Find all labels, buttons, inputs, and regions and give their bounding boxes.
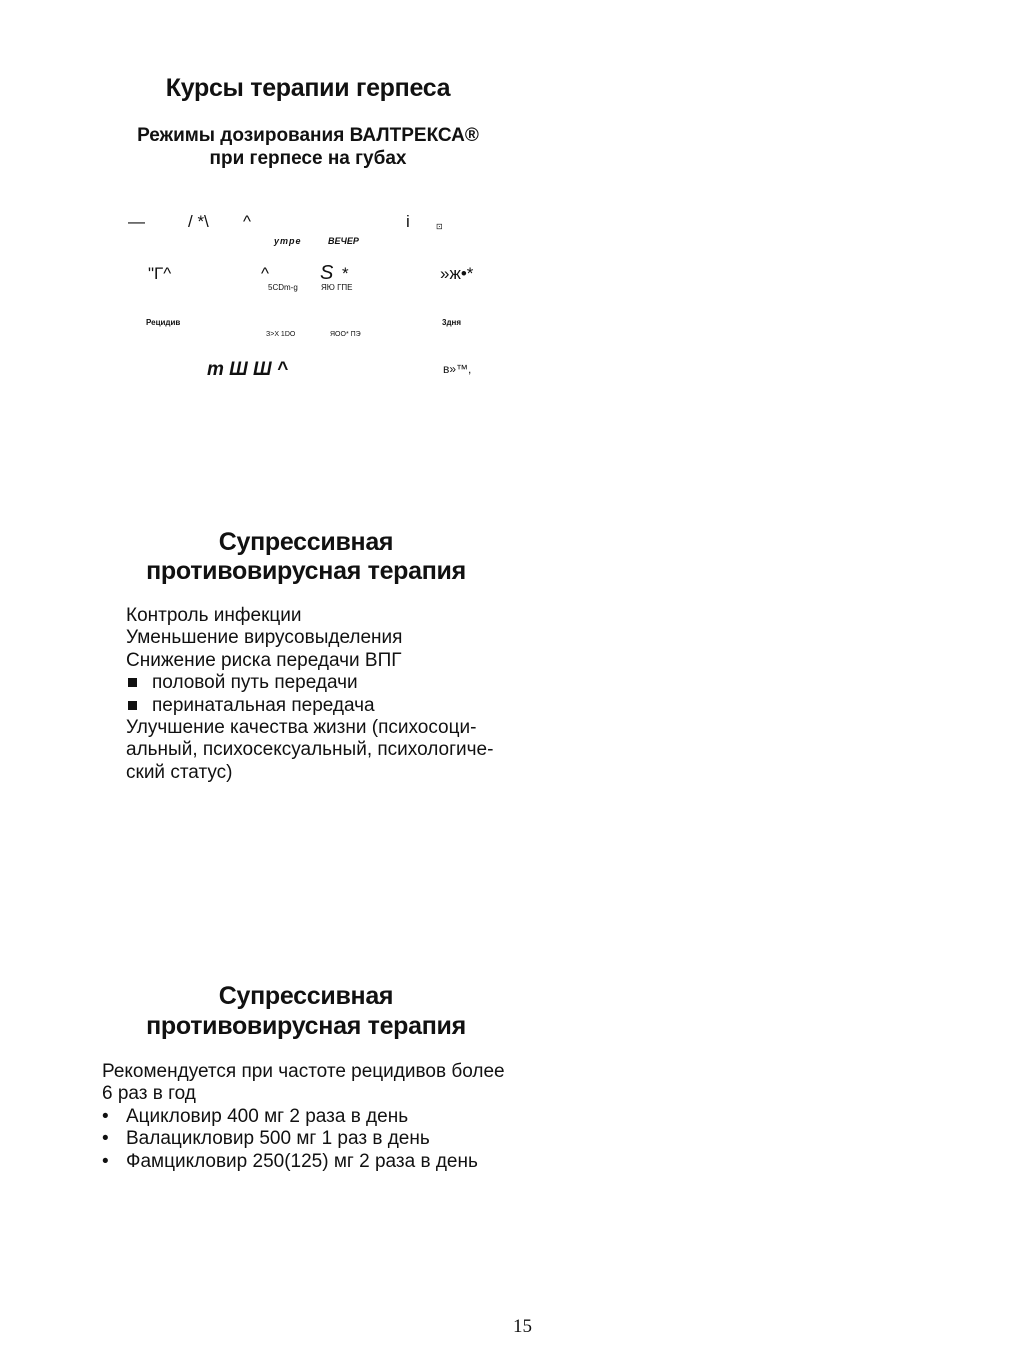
bullet-icon: • — [102, 1128, 109, 1150]
paragraph-line: Улучшение качества жизни (психосоци- — [126, 717, 477, 739]
section3-title-line2: противовирусная терапия — [146, 1012, 466, 1040]
list-item: • Фамцикловир 250(125) мг 2 раза в день — [102, 1150, 478, 1172]
garbled-slash: / *\ — [188, 212, 209, 231]
paragraph-line: ский статус) — [126, 761, 233, 783]
section2-title-line2: противовирусная терапия — [146, 557, 466, 585]
square-bullet-icon — [128, 701, 137, 710]
sub-list-item: перинатальная передача — [126, 695, 512, 717]
list-item: Уменьшение вирусовыделения — [126, 627, 403, 649]
paragraph-line: альный, психосексуальный, психологиче- — [126, 739, 494, 761]
garbled-r2-b: ^ — [261, 264, 269, 283]
garbled-r2-a: "Г^ — [148, 264, 172, 283]
garbled-r4-b: в»™, — [443, 362, 472, 376]
section1-title: Курсы терапии герпеса — [165, 74, 451, 102]
page-number: 15 — [513, 1316, 532, 1337]
garbled-i: i — [406, 212, 410, 231]
garbled-box: ⊡ — [436, 222, 443, 231]
dose-label-4: ЯОО* ПЭ — [330, 331, 361, 338]
garbled-r2-e: »ж•* — [440, 264, 474, 283]
section1-subtitle-line1: Режимы дозирования ВАЛТРЕКСА® — [137, 125, 479, 146]
garbled-caret: ^ — [243, 212, 251, 231]
dose-label-3: З>Х 1DO — [266, 331, 296, 338]
garbled-r2-d: * — [342, 264, 349, 283]
list-item: • Ацикловир 400 мг 2 раза в день — [102, 1105, 409, 1127]
column-morning: утре — [274, 236, 302, 246]
section3-title-line1: Супрессивная — [218, 982, 394, 1010]
list-item: • Валацикловир 500 мг 1 раз в день — [102, 1128, 430, 1150]
row-label-days: 3дня — [442, 318, 462, 327]
sub-list-item: половой путь передачи — [126, 672, 512, 694]
garbled-dash: — — [128, 212, 145, 231]
section1-subtitle-line2: при герпесе на губах — [209, 148, 407, 169]
row-label-recurrence: Рецидив — [146, 318, 181, 327]
intro-line: 6 раз в год — [102, 1083, 196, 1105]
garbled-r2-c: S — [320, 262, 334, 284]
dose-label-1: 5CDm-g — [268, 283, 298, 292]
section3-list — [102, 1061, 505, 1173]
column-evening: ВЕЧЕР — [328, 236, 359, 246]
bullet-icon: • — [102, 1105, 109, 1127]
list-item: Снижение риска передачи ВПГ — [126, 649, 402, 671]
section2-list — [126, 605, 512, 784]
bullet-icon: • — [102, 1150, 109, 1172]
section2-title-line1: Супрессивная — [218, 528, 394, 556]
garbled-r4-a: т Ш Ш ^ — [207, 359, 289, 380]
intro-line: Рекомендуется при частоте рецидивов более — [102, 1061, 505, 1082]
square-bullet-icon — [128, 678, 137, 687]
list-item: Контроль инфекции — [126, 605, 302, 626]
dose-label-2: ЯЮ ГПЕ — [321, 283, 353, 292]
